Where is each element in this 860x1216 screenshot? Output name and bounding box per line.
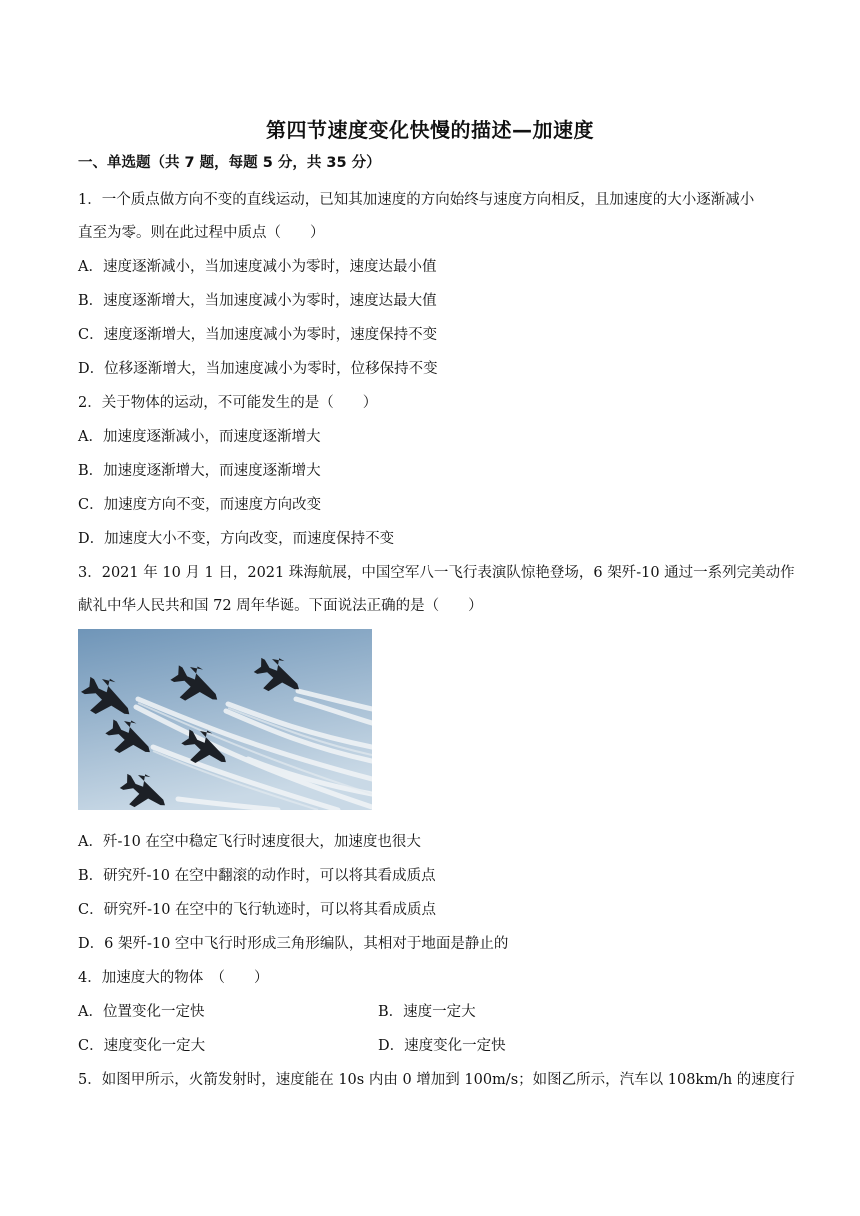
q2-option-a: A．加速度逐渐减小，而速度逐渐增大: [78, 429, 321, 445]
q3-stem-line2: 献礼中华人民共和国 72 周年华诞。下面说法正确的是（ ）: [78, 598, 483, 614]
q3-option-a: A．歼-10 在空中稳定飞行时速度很大，加速度也很大: [78, 834, 421, 850]
q4-option-c: C．速度变化一定大: [78, 1038, 206, 1054]
q3-option-d: D．6 架歼-10 空中飞行时形成三角形编队，其相对于地面是静止的: [78, 936, 509, 952]
q1-option-c: C．速度逐渐增大，当加速度减小为零时，速度保持不变: [78, 327, 438, 343]
q4-option-d: D．速度变化一定快: [378, 1038, 506, 1054]
jet-formation-photo: [78, 629, 372, 810]
q4-stem: 4．加速度大的物体 （ ）: [78, 970, 269, 986]
page-title: 第四节速度变化快慢的描述—加速度: [266, 118, 594, 142]
q5-stem-line1: 5．如图甲所示，火箭发射时，速度能在 10s 内由 0 增加到 100m/s；如图乙所示，汽车以 108km/h 的速度行: [78, 1072, 795, 1088]
q1-stem-line2: 直至为零。则在此过程中质点（ ）: [78, 225, 325, 241]
q1-option-b: B．速度逐渐增大，当加速度减小为零时，速度达最大值: [78, 293, 437, 309]
q4-option-b: B．速度一定大: [378, 1004, 476, 1020]
q2-option-d: D．加速度大小不变，方向改变，而速度保持不变: [78, 531, 395, 547]
q1-stem-line1: 1．一个质点做方向不变的直线运动，已知其加速度的方向始终与速度方向相反，且加速度的大小逐渐减小: [78, 192, 755, 208]
section-heading: 一、单选题（共 7 题，每题 5 分，共 35 分）: [78, 155, 381, 171]
q4-option-a: A．位置变化一定快: [78, 1004, 205, 1020]
q2-option-b: B．加速度逐渐增大，而速度逐渐增大: [78, 463, 321, 479]
q1-option-a: A．速度逐渐减小，当加速度减小为零时，速度达最小值: [78, 259, 437, 275]
q3-option-b: B．研究歼-10 在空中翻滚的动作时，可以将其看成质点: [78, 868, 436, 884]
q2-option-c: C．加速度方向不变，而速度方向改变: [78, 497, 322, 513]
q1-option-d: D．位移逐渐增大，当加速度减小为零时，位移保持不变: [78, 361, 438, 377]
q2-stem: 2．关于物体的运动，不可能发生的是（ ）: [78, 395, 378, 411]
q3-stem-line1: 3．2021 年 10 月 1 日，2021 珠海航展，中国空军八一飞行表演队惊艳登场，6 架歼-10 通过一系列完美动作: [78, 565, 795, 581]
q3-option-c: C．研究歼-10 在空中的飞行轨迹时，可以将其看成质点: [78, 902, 437, 918]
